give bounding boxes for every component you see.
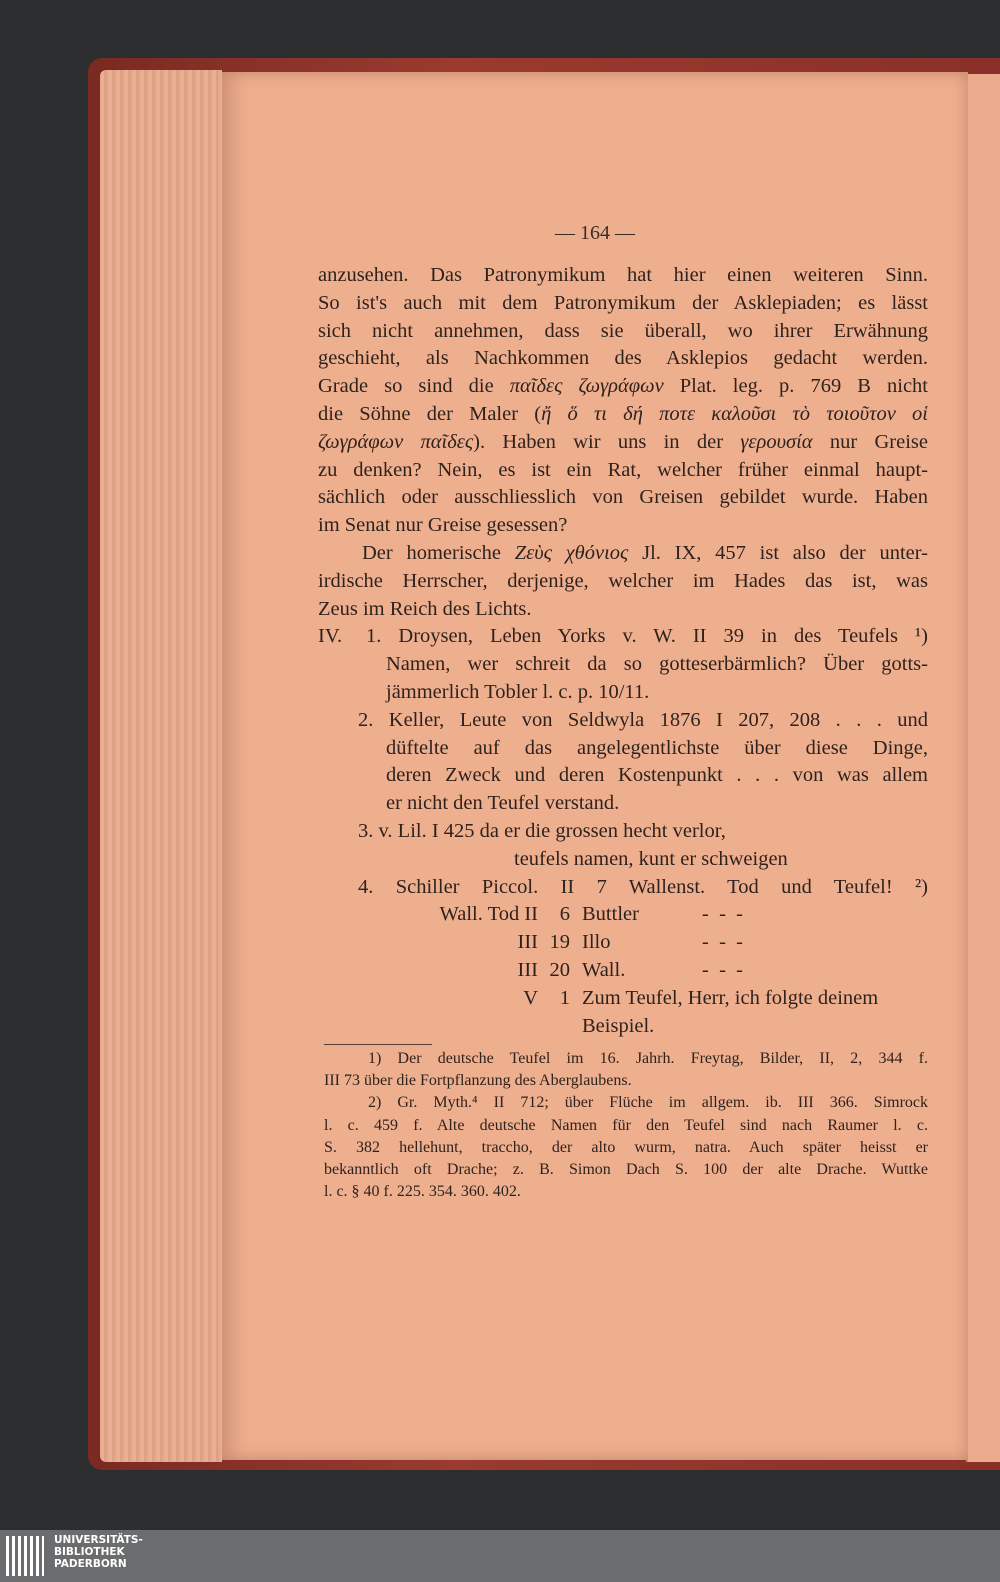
quote-continuation: Beispiel. (582, 1014, 655, 1037)
book-page (222, 72, 968, 1460)
footnote-line: l. c. 459 f. Alte deutsche Namen für den Teufel sind nach Raumer l. c. (324, 1116, 928, 1134)
list-item-line: teufels namen, kunt er schweigen (514, 847, 788, 870)
footnote-line: l. c. § 40 f. 225. 354. 360. 402. (324, 1183, 521, 1201)
list-item: 4. Schiller Piccol. II 7 Wallenst. Tod und Teufel! ²) (358, 875, 929, 898)
quote-row: V 1 Zum Teufel, Herr, ich folgte deinem (523, 986, 879, 1009)
text-line: sächlich oder ausschliesslich von Greisen gebildet wurde. Haben (318, 486, 928, 509)
list-item: 2. Keller, Leute von Seldwyla 1876 I 207, 208 . . . und (358, 708, 929, 731)
text-line: So ist's auch mit dem Patronymikum der Asklepiaden; es lässt (318, 291, 928, 314)
text-line: Der homerische Ζεὺς χθόνιος Jl. IX, 457 ist also der unter- (362, 541, 928, 564)
text-line: geschieht, als Nachkommen des Asklepios gedacht werden. (318, 347, 928, 370)
page-number: — 164 — (555, 222, 635, 244)
list-item-line: Namen, wer schreit da so gotteserbärmlich? Über gotts- (386, 653, 928, 676)
footnote-line: III 73 über die Fortpflanzung des Aberglaubens. (324, 1072, 632, 1090)
footnote-line: S. 382 hellehunt, traccho, der alto wurm, natra. Auch später heisst er (324, 1138, 928, 1156)
text-line: sich nicht annehmen, dass sie überall, wo ihrer Erwähnung (318, 319, 928, 342)
quote-row: Wall. Tod II 6 Buttler - - - (439, 903, 743, 926)
library-footer-bar (0, 1530, 1000, 1582)
list-item-line: deren Zweck und deren Kostenpunkt . . . von was allem (386, 764, 928, 787)
footnote-line: 2) Gr. Myth.⁴ II 712; über Flüche im allgem. ib. III 366. Simrock (368, 1094, 928, 1112)
list-item: 3. v. Lil. I 425 da er die grossen hecht verlor, (358, 819, 726, 842)
footnote-line: 1) Der deutsche Teufel im 16. Jahrh. Freytag, Bilder, II, 2, 344 f. (368, 1050, 928, 1067)
text-line: Grade so sind die παῖδες ζωγράφων Plat. leg. p. 769 B nicht (318, 375, 928, 398)
quote-row: III 20 Wall. - - - (517, 958, 743, 981)
library-name: UNIVERSITÄTS- BIBLIOTHEK PADERBORN (54, 1534, 143, 1570)
list-item-line: er nicht den Teufel verstand. (386, 792, 620, 815)
footnote-line: bekanntlich oft Drache; z. B. Simon Dach S. 100 der alte Drache. Wuttke (324, 1161, 928, 1179)
list-item: IV. 1. Droysen, Leben Yorks v. W. II 39 in des Teufels ¹) (318, 625, 929, 648)
list-item-line: düftelte auf das angelegentlichste über diese Dinge, (386, 736, 928, 759)
text-line: die Söhne der Maler (ἤ ὅ τι δή ποτε καλοῦσι τὸ τοιοῦτον οἱ (318, 402, 928, 425)
text-line: irdische Herrscher, derjenige, welcher im Hades das ist, was (318, 569, 928, 592)
footnote-divider (324, 1044, 432, 1045)
list-item-line: jämmerlich Tobler l. c. p. 10/11. (386, 680, 650, 703)
footnotes (324, 1048, 928, 1203)
text-line: im Senat nur Greise gesessen? (318, 514, 568, 537)
text-line: zu denken? Nein, es ist ein Rat, welcher früher einmal haupt- (318, 458, 928, 481)
quote-row: III 19 Illo - - - (517, 931, 743, 954)
page-edges (100, 70, 222, 1462)
body-text (318, 262, 928, 1040)
text-line: anzusehen. Das Patronymikum hat hier einen weiteren Sinn. (318, 264, 928, 286)
next-page-edge (966, 74, 1000, 1462)
text-line: ζωγράφων παῖδες). Haben wir uns in der γερουσία nur Greise (318, 430, 928, 453)
library-logo-icon (6, 1536, 44, 1576)
text-line: Zeus im Reich des Lichts. (318, 597, 532, 620)
